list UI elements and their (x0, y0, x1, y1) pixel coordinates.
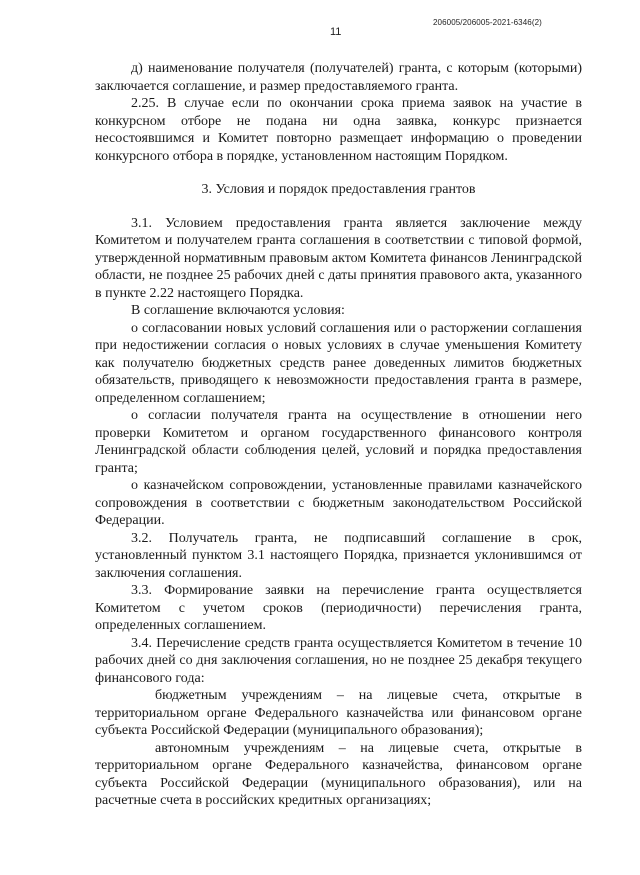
paragraph-budget-institutions: бюджетным учреждениям – на лицевые счета, открытые в территориальном органе Федерального казначейства или финансовом органе субъекта Российской Федерации (муниципального образования); (95, 688, 582, 738)
paragraph-agreement-conditions: В соглашение включаются условия: (131, 303, 345, 318)
page-header (0, 18, 640, 40)
page-number: 11 (330, 26, 342, 38)
document-code: 206005/206005-2021-6346(2) (433, 18, 542, 27)
paragraph-2-25: 2.25. В случае если по окончании срока приема заявок на участие в конкурсном отборе не подана ни одна заявка, конкурс признается несостоявшимся и Комитет повторно размещает информацию о проведении конкурсного отбора в порядке, установленном настоящим Порядком. (95, 96, 582, 164)
paragraph-condition-treasury: о казначейском сопровождении, установленные правилами казначейского сопровождения в соответствии с бюджетным законодательством Российской Федерации. (95, 478, 582, 528)
paragraph-3-3: 3.3. Формирование заявки на перечисление гранта осуществляется Комитетом с учетом сроков (периодичности) перечисления гранта, определенных соглашением. (95, 583, 582, 633)
paragraph-3-1: 3.1. Условием предоставления гранта является заключение между Комитетом и получателем гранта соглашения в соответствии с типовой формой, утвержденной нормативным правовым актом Комитета финансов Ленинградской области, не позднее 25 рабочих дней с даты принятия правового акта, указанного в пункте 2.22 настоящего Порядка. (95, 215, 582, 301)
paragraph-condition-new-terms: о согласовании новых условий соглашения или о расторжении соглашения при недостижении согласия о новых условиях в случае уменьшения Комитету как получателю бюджетных средств ранее доведенных лимитов бюджетных обязательств, приводящего к невозможности предоставления гранта в размере, определенном соглашением; (95, 320, 582, 406)
paragraph-condition-audit-consent: о согласии получателя гранта на осуществление в отношении него проверки Комитетом и органом государственного финансового контроля Ленинградской области соблюдения целей, условий и порядка предоставления гранта; (95, 408, 582, 476)
paragraph-d-grant-recipient: д) наименование получателя (получателей) гранта, с которым (которыми) заключается соглашение, и размер предоставляемого гранта. (95, 61, 582, 94)
paragraph-autonomous-institutions: автономным учреждениям – на лицевые счета, открытые в территориальном органе Федерального казначейства, финансовом органе субъекта Российской Федерации (муниципального образования), или на расчетные счета в российских кредитных организациях; (95, 740, 582, 808)
document-body (95, 60, 582, 810)
paragraph-3-2: 3.2. Получатель гранта, не подписавший соглашение в срок, установленный пунктом 3.1 настоящего Порядка, признается уклонившимся от заключения соглашения. (95, 530, 582, 581)
paragraph-3-4: 3.4. Перечисление средств гранта осуществляется Комитетом в течение 10 рабочих дней со дня заключения соглашения, но не позднее 25 декабря текущего финансового года: (95, 635, 582, 686)
section-heading: 3. Условия и порядок предоставления грантов (201, 182, 476, 197)
